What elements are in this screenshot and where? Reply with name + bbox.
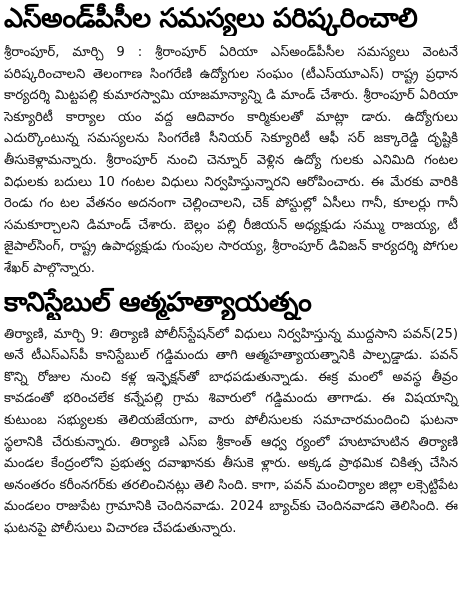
story-headline: ఎస్‌అండ్‌పీసీల సమస్యలు పరిష్కరించాలి (4, 3, 418, 34)
story-body (4, 324, 458, 540)
story-dateline: తిర్యాణి, మార్చి 9: (4, 326, 104, 342)
story-text: తిర్యాణి పోలీస్‌స్టేషన్‌లో విధులు నిర్వహిస్తున్న ముద్దసాని పవన్(25) అనే టీఎస్ఎస్‌పీ కానిస్టేబుల్ గడ్డిమందు తాగి ఆత్మహత్యాయత్నానికి పాల్పడ్డాడు. పవన్ కొన్ని రోజుల నుంచి కళ్ల ఇన్ఫెక్షన్‌తో బాధపడుతున్నాడు. ఈక్ర మంలో అవస్థ తీవ్రం కావడంతో భరించలేక కన్నేపల్లి గ్రామ శివారులో గడ్డిమందు తాగాడు. ఈ విషయాన్ని కుటుంబ సభ్యులకు తెలియజేయగా, వారు పోలీసులకు సమాచారమందించి ఘటనా స్థలానికి చేరుకున్నారు. తిర్యాణి ఎస్ఐ శ్రీకాంత్ ఆధ్వ ర్యంలో హుటాహుటిన తిర్యాణి మండల కేంద్రంలోని ప్రభుత్వ దవాఖానకు తీసుకె ళ్లారు. అక్కడ ప్రాథమిక చికిత్స చేసిన అనంతరం కరీంనగర్‌కు తరలించినట్లు తెలి సింది. కాగా, పవన్ మంచిర్యాల జిల్లా లక్సెట్టిపేట మండలం రాజుపేట గ్రామానికి చెందినవాడు. 2024 బ్యాచ్‌కు చెందినవాడని తెలిసింది. ఈ ఘటనపై పోలీసులు విచారణ చేపడుతున్నారు. (4, 326, 458, 536)
story-grievances (4, 2, 458, 280)
story-headline: కానిస్టేబుల్ ఆత్మహత్యాయత్నం (4, 286, 312, 318)
story-suicide-attempt (4, 286, 458, 540)
story-body (4, 42, 458, 280)
story-text: శ్రీరాంపూర్ ఏరియా ఎస్‌అండ్‌పీసీల సమస్యలు వెంటనే పరిష్కరించాలని తెలంగాణ సింగరేణి ఉద్యోగుల సంఘం (టీఎస్‌యూఎస్) రాష్ట్ర ప్రధాన కార్యదర్శి మిట్టపల్లి కుమారస్వామి యాజమాన్యాన్ని డి మాండ్ చేశారు. శ్రీరాంపూర్ ఏరియా సెక్యూరిటీ కార్యాల యం వద్ద ఆదివారం కార్మికులతో మాట్లా డారు. ఉద్యోగులు ఎదుర్కొంటున్న సమస్యలను సింగరేణి సీనియర్ సెక్యూరిటీ ఆఫీ సర్ జక్కారెడ్డి దృష్టికి తీసుకెళ్లామన్నారు. శ్రీరాంపూర్ నుంచి చెన్నూర్ వెళ్లిన ఉద్యో గులకు ఎనిమిది గంటల విధులకు బదులు 10 గంటల విధులు నిర్వహిస్తున్నారని ఆరోపించారు. ఈ మేరకు వారికి రెండు గం టల వేతనం అదనంగా చెల్లించాలని, చెక్ పోస్టుల్లో ఏసీలు గానీ, కూలర్లు గానీ సమకూర్చాలని డిమాండ్ చేశారు. బెల్లం పల్లి రీజియన్ అధ్యక్షుడు సమ్ము రాజయ్య, టీ జైపాల్‌సింగ్, రాష్ట్ర ఉపాధ్యక్షుడు గుంపుల సారయ్య, శ్రీరాంపూర్ డివిజన్ కార్యదర్శి పోగుల శేఖర్ పాల్గొన్నారు. (4, 45, 458, 276)
story-dateline: శ్రీరాంపూర్, మార్చి 9 : (4, 45, 143, 60)
